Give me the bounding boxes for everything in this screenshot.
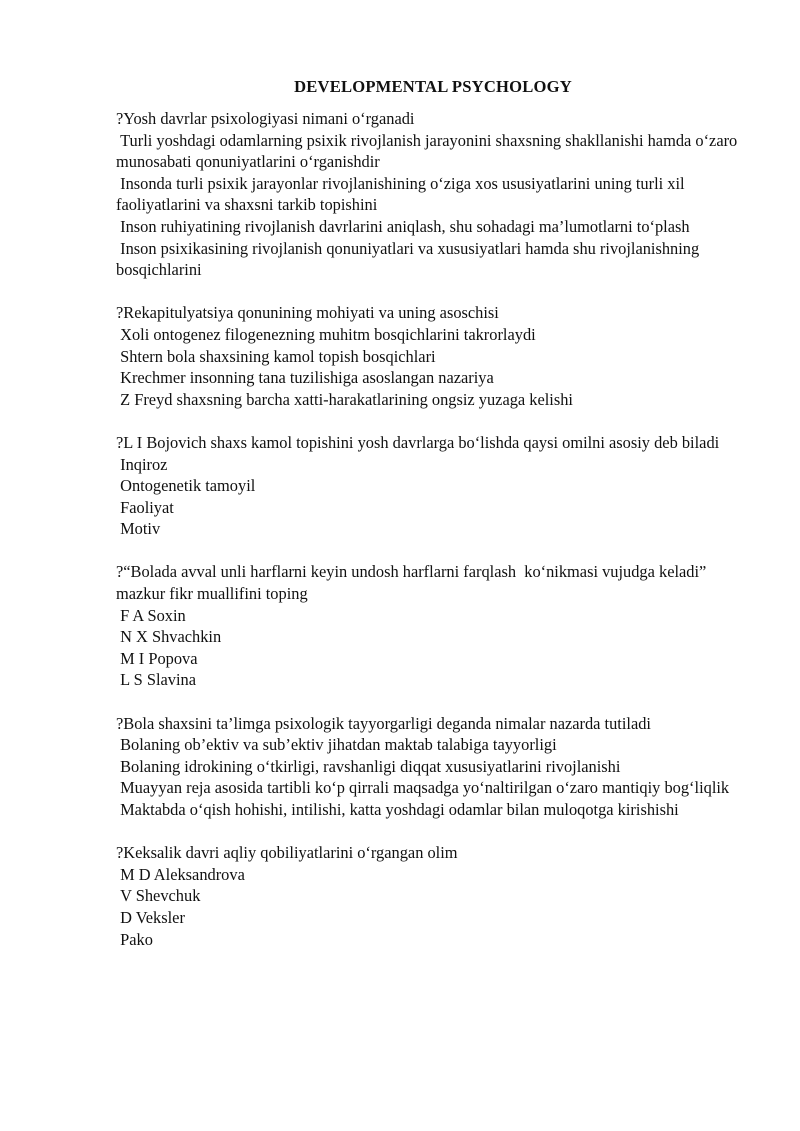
answer-option: Xoli ontogenez filogenezning muhitm bosqichlarini takrorlaydi [116, 324, 536, 344]
document-page [116, 72, 750, 972]
answer-option: Faoliyat [116, 497, 174, 517]
answer-option: M I Popova [116, 648, 198, 668]
question-block [116, 302, 750, 410]
answer-option: Inson ruhiyatining rivojlanish davrlarini aniqlash, shu sohadagi ma’lumotlarni to‘plash [116, 216, 690, 236]
question-text: ?Yosh davrlar psixologiyasi nimani o‘rganadi [116, 109, 415, 128]
answer-option: Bolaning idrokining o‘tkirligi, ravshanligi diqqat xususiyatlarini rivojlanishi [116, 756, 621, 776]
answer-option: L S Slavina [116, 670, 196, 690]
question-text: ?L I Bojovich shaxs kamol topishini yosh davrlarga bo‘lishda qaysi omilni asosiy deb biladi [116, 432, 720, 452]
answer-option: Insonda turli psixik jarayonlar rivojlanishining o‘ziga xos ususiyatlarini uning turli xil faoliyatlarini va shaxsni tarkib topishini [116, 173, 689, 215]
answer-option: F A Soxin [116, 605, 186, 625]
answer-option: Maktabda o‘qish hohishi, intilishi, katta yoshdagi odamlar bilan muloqotga kirishishi [116, 800, 679, 819]
answer-option: Shtern bola shaxsining kamol topish bosqichlari [116, 346, 436, 366]
question-block [116, 561, 750, 691]
question-block [116, 432, 750, 540]
question-text: ?Keksalik davri aqliy qobiliyatlarini o‘rgangan olim [116, 843, 458, 863]
answer-option: V Shevchuk [116, 886, 201, 906]
question-text: ?Bola shaxsini ta’limga psixologik tayyorgarligi deganda nimalar nazarda tutiladi [116, 713, 651, 733]
question-text: ?“Bolada avval unli harflarni keyin undosh harflarni farqlash ko‘nikmasi vujudga keladi” mazkur fikr muallifini toping [116, 562, 711, 604]
answer-option: Krechmer insonning tana tuzilishiga asoslangan nazariya [116, 368, 494, 388]
answer-option: Muayyan reja asosida tartibli ko‘p qirrali maqsadga yo‘naltirilgan o‘zaro mantiqiy bog‘liqlik [116, 778, 730, 798]
question-text: ?Rekapitulyatsiya qonunining mohiyati va uning asoschisi [116, 303, 499, 323]
answer-option: Pako [116, 929, 153, 949]
question-block [116, 842, 750, 950]
answer-option: N X Shvachkin [116, 627, 222, 647]
question-block [116, 713, 750, 821]
answer-option: M D Aleksandrova [116, 864, 245, 884]
answer-option: Inqiroz [116, 454, 168, 474]
answer-option: D Veksler [116, 907, 185, 927]
answer-option: Bolaning ob’ektiv va sub’ektiv jihatdan maktab talabiga tayyorligi [116, 735, 557, 755]
answer-option: Ontogenetik tamoyil [116, 476, 256, 496]
question-block [116, 108, 750, 281]
answer-option: Motiv [116, 519, 161, 539]
answer-option: Turli yoshdagi odamlarning psixik rivojlanish jarayonini shaxsning shakllanishi hamda o‘zaro munosabati qonuniyatlarini o‘rganishdir [116, 130, 742, 172]
document-title: DEVELOPMENTAL PSYCHOLOGY [294, 77, 572, 96]
answer-option: Z Freyd shaxsning barcha xatti-harakatlarining ongsiz yuzaga kelishi [116, 389, 573, 409]
answer-option: Inson psixikasining rivojlanish qonuniyatlari va xususiyatlari hamda shu rivojlanishning bosqichlarini [116, 238, 704, 280]
